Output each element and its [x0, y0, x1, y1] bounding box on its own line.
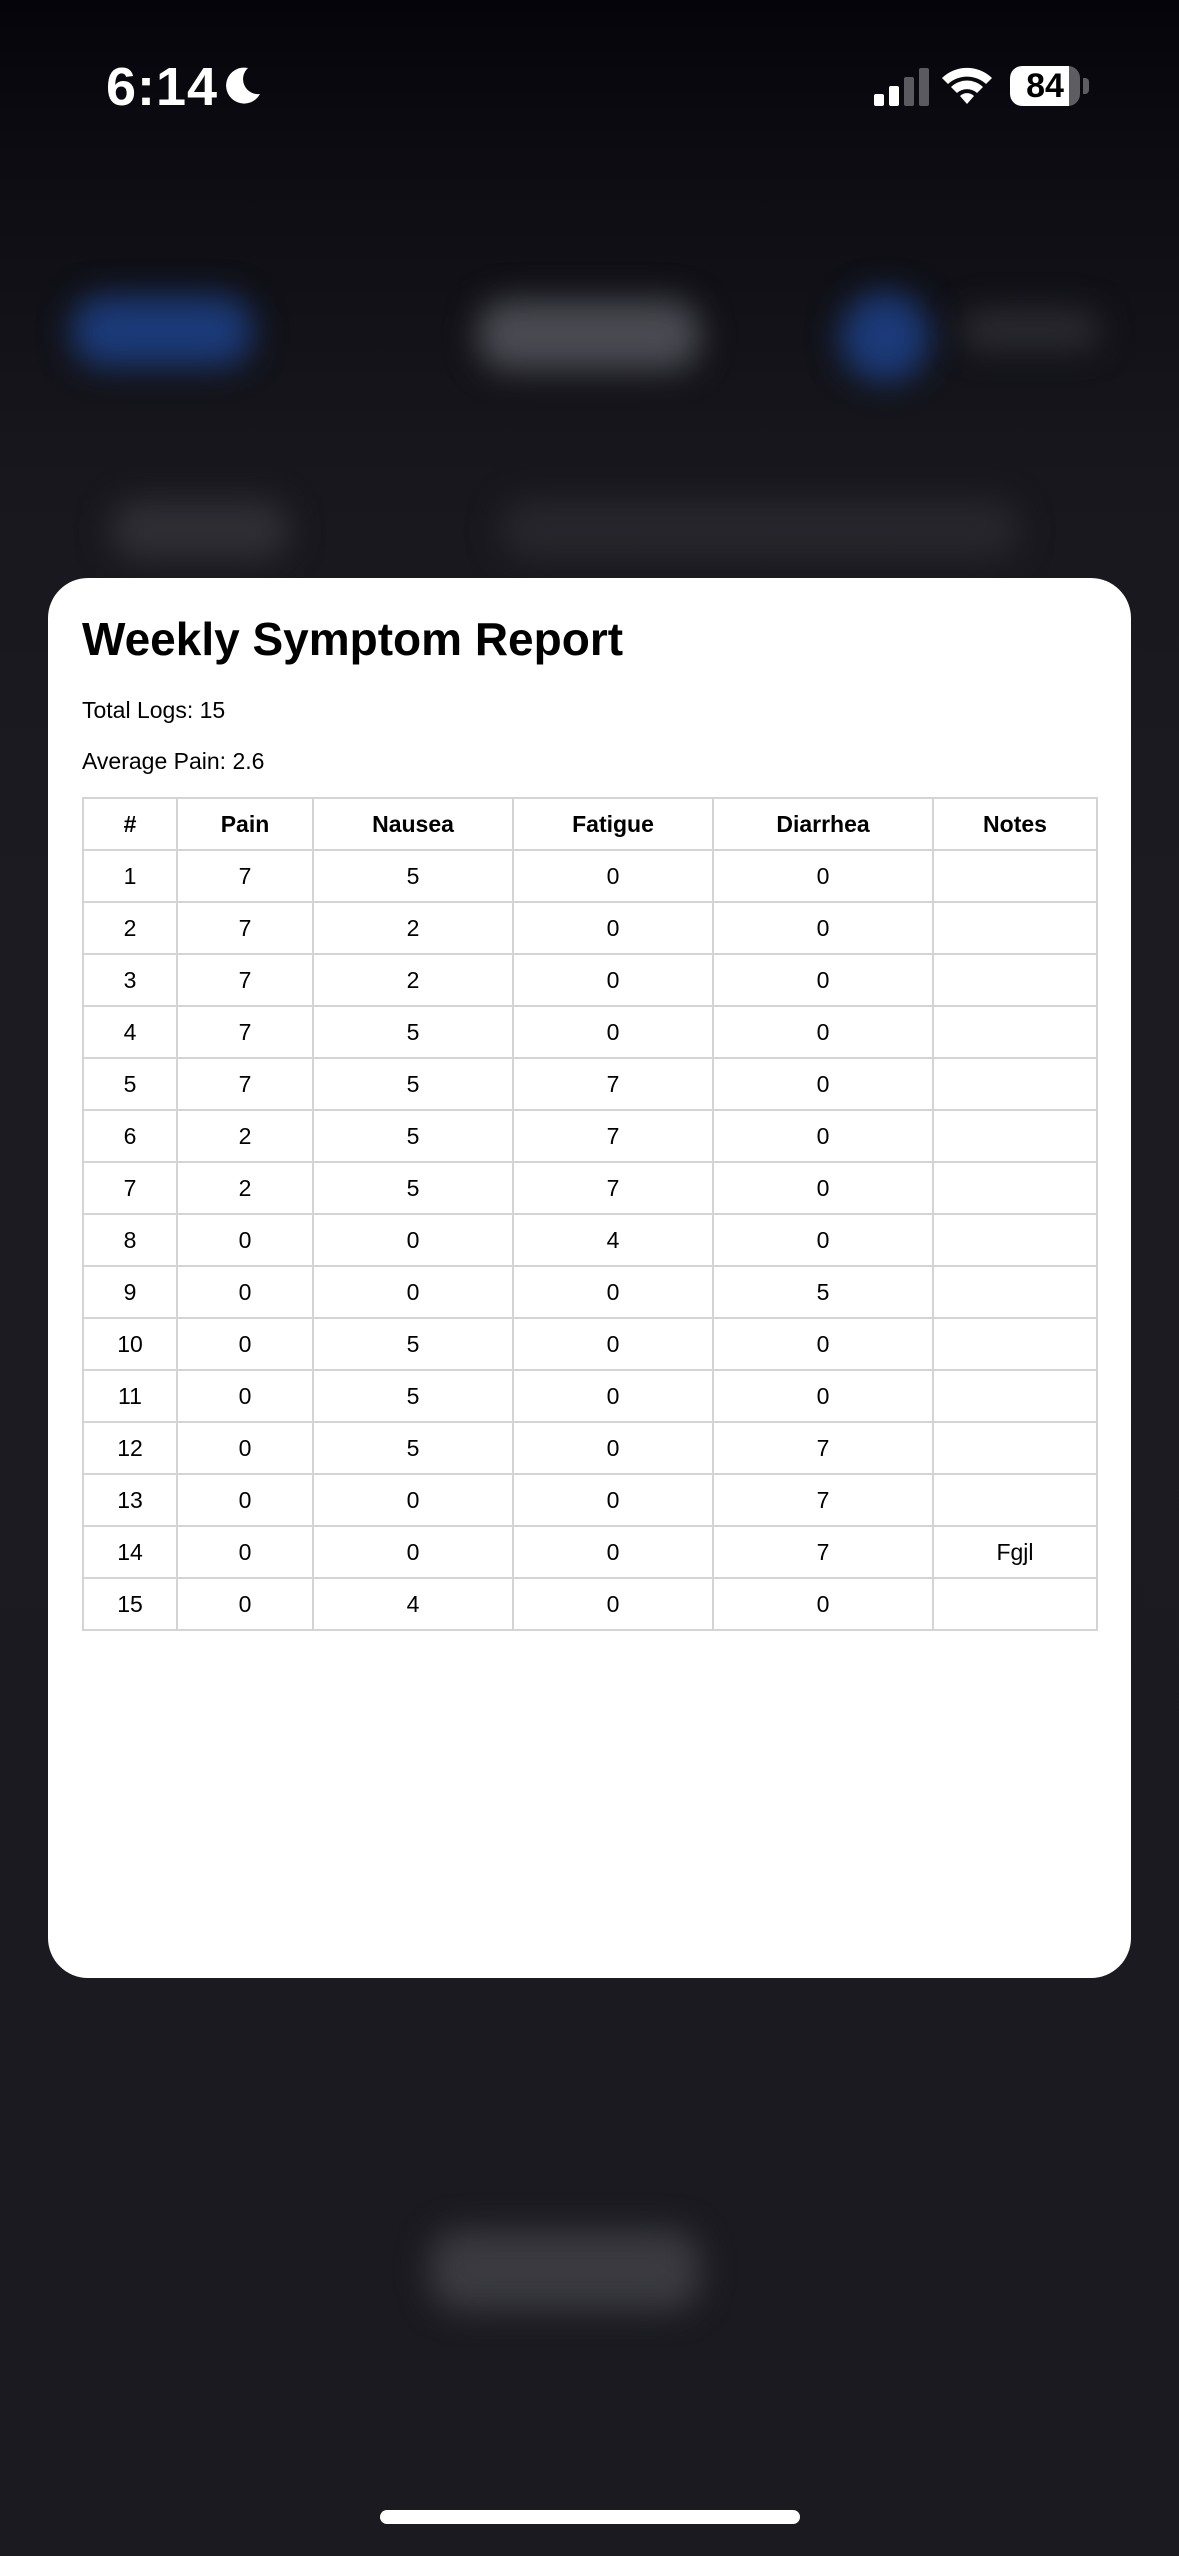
blurred-background-button [72, 296, 252, 366]
table-row [83, 902, 1097, 954]
cell-pain: 2 [177, 1162, 313, 1214]
table-row [83, 1266, 1097, 1318]
home-indicator[interactable] [380, 2510, 800, 2524]
report-card [48, 578, 1131, 1978]
status-time: 6:14 [106, 57, 219, 117]
cell-nausea: 5 [313, 1006, 513, 1058]
column-header-fatigue: Fatigue [513, 798, 713, 850]
cell-notes [933, 1162, 1097, 1214]
cell-notes [933, 954, 1097, 1006]
cell-number: 1 [83, 850, 177, 902]
cell-nausea: 5 [313, 1422, 513, 1474]
column-header-pain: Pain [177, 798, 313, 850]
cell-number: 9 [83, 1266, 177, 1318]
cell-diarrhea: 0 [713, 1058, 933, 1110]
cell-fatigue: 4 [513, 1214, 713, 1266]
cell-notes [933, 1058, 1097, 1110]
cell-pain: 0 [177, 1214, 313, 1266]
cell-diarrhea: 7 [713, 1422, 933, 1474]
cell-nausea: 0 [313, 1474, 513, 1526]
column-header-notes: Notes [933, 798, 1097, 850]
battery-icon [1010, 66, 1080, 106]
cell-fatigue: 0 [513, 1422, 713, 1474]
cell-nausea: 5 [313, 1318, 513, 1370]
cell-nausea: 2 [313, 954, 513, 1006]
cell-diarrhea: 7 [713, 1526, 933, 1578]
table-row [83, 1526, 1097, 1578]
blurred-background-label [960, 310, 1100, 350]
cell-number: 7 [83, 1162, 177, 1214]
wifi-icon [940, 64, 994, 111]
total-logs: Total Logs: 15 [82, 697, 226, 723]
blurred-background-icon [840, 292, 930, 382]
table-row [83, 954, 1097, 1006]
blurred-background-text [500, 500, 1020, 560]
cell-notes [933, 1214, 1097, 1266]
cell-notes [933, 850, 1097, 902]
cell-nausea: 0 [313, 1266, 513, 1318]
cell-fatigue: 0 [513, 1474, 713, 1526]
moon-icon [220, 64, 264, 113]
table-header-row [83, 798, 1097, 850]
cellular-signal-icon [874, 68, 930, 111]
cell-number: 11 [83, 1370, 177, 1422]
table-row [83, 1006, 1097, 1058]
cell-notes [933, 1006, 1097, 1058]
cell-fatigue: 0 [513, 1370, 713, 1422]
report-title: Weekly Symptom Report [82, 613, 624, 665]
cell-diarrhea: 0 [713, 1578, 933, 1630]
cell-pain: 0 [177, 1422, 313, 1474]
cell-number: 10 [83, 1318, 177, 1370]
cell-pain: 0 [177, 1266, 313, 1318]
cell-diarrhea: 0 [713, 1214, 933, 1266]
blurred-background-button [430, 2230, 700, 2310]
cell-fatigue: 0 [513, 1266, 713, 1318]
battery-level: 84 [1026, 67, 1064, 105]
cell-diarrhea: 0 [713, 1370, 933, 1422]
cell-nausea: 0 [313, 1214, 513, 1266]
cell-diarrhea: 0 [713, 1110, 933, 1162]
cell-fatigue: 0 [513, 902, 713, 954]
cell-diarrhea: 0 [713, 1318, 933, 1370]
cell-nausea: 2 [313, 902, 513, 954]
cell-fatigue: 7 [513, 1058, 713, 1110]
table-row [83, 1214, 1097, 1266]
table-row [83, 1474, 1097, 1526]
cell-fatigue: 0 [513, 1006, 713, 1058]
column-header-nausea: Nausea [313, 798, 513, 850]
table-row [83, 1370, 1097, 1422]
cell-diarrhea: 0 [713, 902, 933, 954]
cell-fatigue: 0 [513, 850, 713, 902]
cell-notes: Fgjl [933, 1526, 1097, 1578]
cell-nausea: 5 [313, 1110, 513, 1162]
cell-number: 5 [83, 1058, 177, 1110]
cell-notes [933, 1578, 1097, 1630]
cell-number: 12 [83, 1422, 177, 1474]
cell-pain: 0 [177, 1370, 313, 1422]
cell-fatigue: 0 [513, 1318, 713, 1370]
cell-notes [933, 1370, 1097, 1422]
symptom-table [82, 797, 1098, 1631]
column-header-number: # [83, 798, 177, 850]
table-row [83, 1422, 1097, 1474]
cell-pain: 2 [177, 1110, 313, 1162]
cell-nausea: 5 [313, 1058, 513, 1110]
table-row [83, 1162, 1097, 1214]
status-bar [0, 0, 1179, 170]
cell-notes [933, 1266, 1097, 1318]
cell-notes [933, 1474, 1097, 1526]
cell-fatigue: 7 [513, 1162, 713, 1214]
cell-pain: 0 [177, 1578, 313, 1630]
cell-diarrhea: 5 [713, 1266, 933, 1318]
cell-pain: 7 [177, 1006, 313, 1058]
cell-diarrhea: 0 [713, 1006, 933, 1058]
cell-pain: 7 [177, 902, 313, 954]
cell-number: 4 [83, 1006, 177, 1058]
cell-notes [933, 1318, 1097, 1370]
cell-number: 8 [83, 1214, 177, 1266]
cell-notes [933, 1110, 1097, 1162]
table-row [83, 1318, 1097, 1370]
table-row [83, 850, 1097, 902]
cell-pain: 7 [177, 1058, 313, 1110]
table-row [83, 1578, 1097, 1630]
table-row [83, 1058, 1097, 1110]
cell-number: 3 [83, 954, 177, 1006]
cell-pain: 7 [177, 954, 313, 1006]
cell-pain: 0 [177, 1526, 313, 1578]
cell-notes [933, 902, 1097, 954]
cell-diarrhea: 0 [713, 850, 933, 902]
cell-nausea: 5 [313, 850, 513, 902]
cell-nausea: 0 [313, 1526, 513, 1578]
cell-number: 14 [83, 1526, 177, 1578]
cell-fatigue: 0 [513, 954, 713, 1006]
battery-cap [1083, 78, 1089, 94]
table-body [83, 850, 1097, 1630]
cell-fatigue: 7 [513, 1110, 713, 1162]
cell-nausea: 5 [313, 1162, 513, 1214]
table-row [83, 1110, 1097, 1162]
cell-number: 15 [83, 1578, 177, 1630]
cell-pain: 0 [177, 1318, 313, 1370]
cell-number: 6 [83, 1110, 177, 1162]
cell-fatigue: 0 [513, 1526, 713, 1578]
cell-nausea: 4 [313, 1578, 513, 1630]
column-header-diarrhea: Diarrhea [713, 798, 933, 850]
cell-number: 2 [83, 902, 177, 954]
cell-pain: 7 [177, 850, 313, 902]
cell-number: 13 [83, 1474, 177, 1526]
cell-notes [933, 1422, 1097, 1474]
cell-nausea: 5 [313, 1370, 513, 1422]
cell-diarrhea: 0 [713, 1162, 933, 1214]
average-pain: Average Pain: 2.6 [82, 748, 265, 774]
blurred-background-title [478, 300, 700, 370]
cell-fatigue: 0 [513, 1578, 713, 1630]
cell-diarrhea: 7 [713, 1474, 933, 1526]
cell-pain: 0 [177, 1474, 313, 1526]
blurred-background-text [110, 500, 290, 560]
cell-diarrhea: 0 [713, 954, 933, 1006]
